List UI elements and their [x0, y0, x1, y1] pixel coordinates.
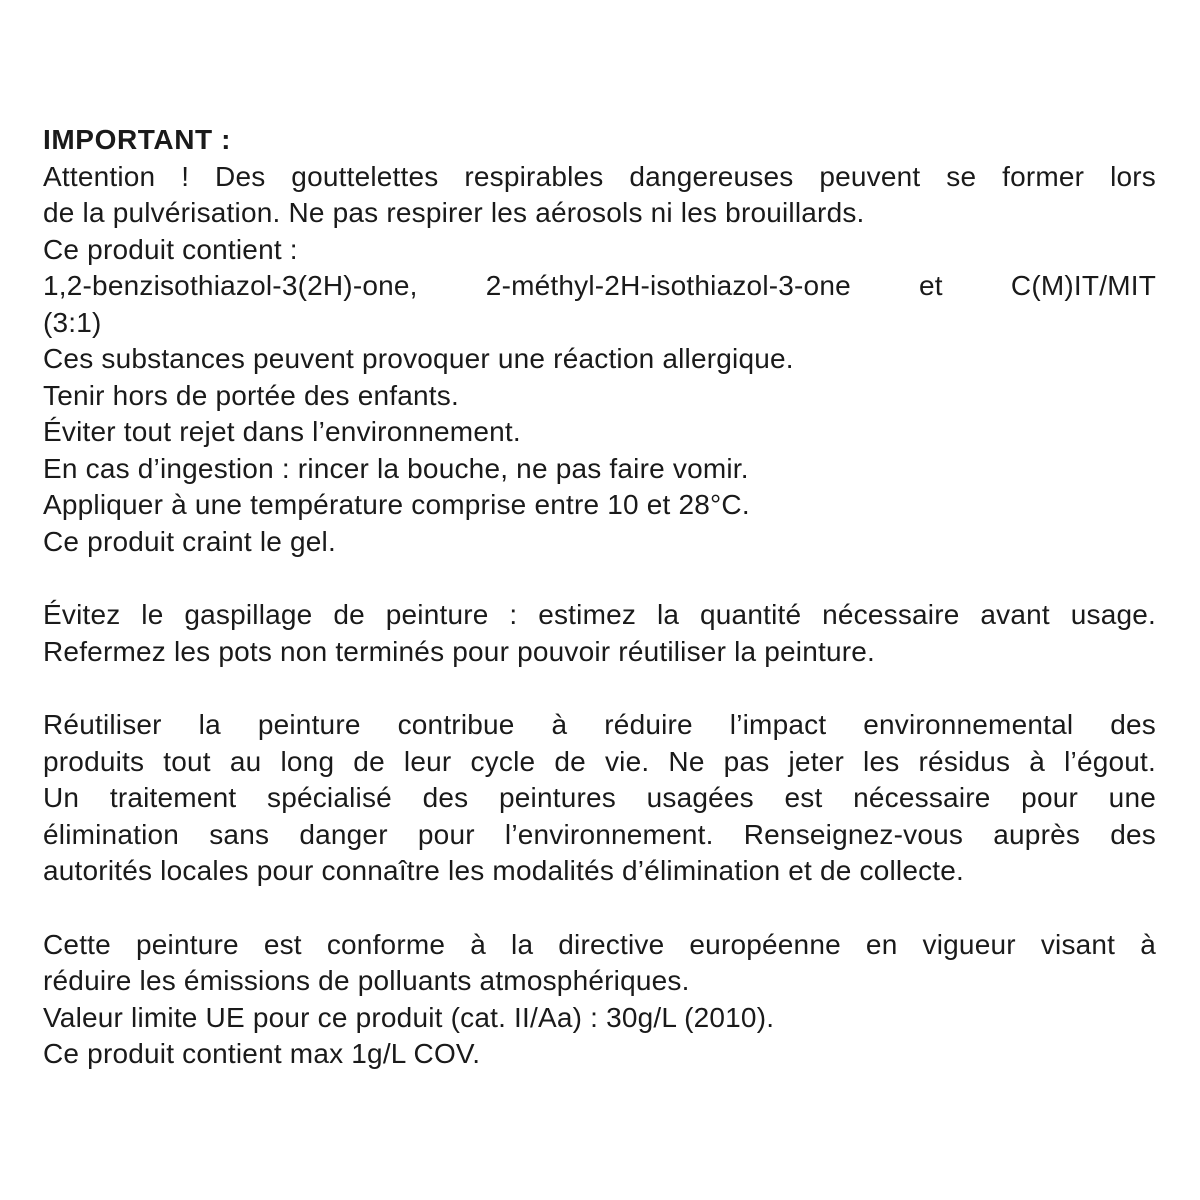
text-line: Ce produit craint le gel.: [43, 525, 336, 557]
text-line: Attention ! Des gouttelettes respirables dangereuses peuvent se former lors: [43, 160, 1156, 192]
text-line: (3:1): [43, 306, 102, 338]
text-line: élimination sans danger pour l’environnement. Renseignez-vous auprès des: [43, 818, 1156, 850]
important-heading: IMPORTANT :: [43, 124, 232, 155]
text-line: Refermez les pots non terminés pour pouvoir réutiliser la peinture.: [43, 635, 876, 667]
text-line: Un traitement spécialisé des peintures usagées est nécessaire pour une: [43, 782, 1156, 813]
text-line: Ce produit contient :: [43, 233, 298, 265]
text-line: réduire les émissions de polluants atmosphériques.: [43, 965, 690, 996]
text-line: produits tout au long de leur cycle de vie. Ne pas jeter les résidus à l’égout.: [43, 745, 1156, 777]
text-line: autorités locales pour connaître les modalités d’élimination et de collecte.: [43, 855, 965, 886]
reuse-disposal-section: [43, 707, 1156, 890]
waste-avoidance-section: [43, 597, 1156, 670]
text-line: Cette peinture est conforme à la directive européenne en vigueur visant à: [43, 928, 1156, 960]
text-line: Évitez le gaspillage de peinture : estimez la quantité nécessaire avant usage.: [43, 599, 1156, 630]
warnings-section: [43, 122, 1156, 560]
text-line: En cas d’ingestion : rincer la bouche, ne pas faire vomir.: [43, 452, 749, 484]
text-line: Ces substances peuvent provoquer une réaction allergique.: [43, 343, 794, 374]
eu-directive-section: [43, 927, 1156, 1073]
text-line: 1,2-benzisothiazol-3(2H)-one, 2-méthyl-2H-isothiazol-3-one et C(M)IT/MIT: [43, 270, 1156, 301]
text-line: de la pulvérisation. Ne pas respirer les aérosols ni les brouillards.: [43, 197, 865, 228]
text-line: Valeur limite UE pour ce produit (cat. II/Aa) : 30g/L (2010).: [43, 1001, 775, 1033]
text-line: Éviter tout rejet dans l’environnement.: [43, 416, 521, 447]
text-line: Appliquer à une température comprise entre 10 et 28°C.: [43, 489, 750, 520]
text-line: Ce produit contient max 1g/L COV.: [43, 1038, 481, 1069]
text-line: Réutiliser la peinture contribue à réduire l’impact environnemental des: [43, 709, 1156, 740]
text-line: Tenir hors de portée des enfants.: [43, 379, 459, 411]
